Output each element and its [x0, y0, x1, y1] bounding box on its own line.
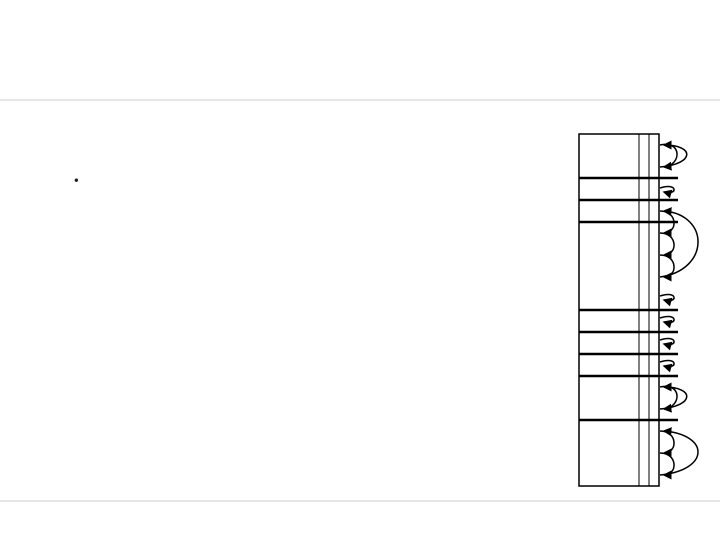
edge-list-diagram [560, 120, 720, 495]
title-divider [0, 99, 720, 101]
block-separators [579, 178, 678, 420]
footer-divider [0, 500, 720, 502]
